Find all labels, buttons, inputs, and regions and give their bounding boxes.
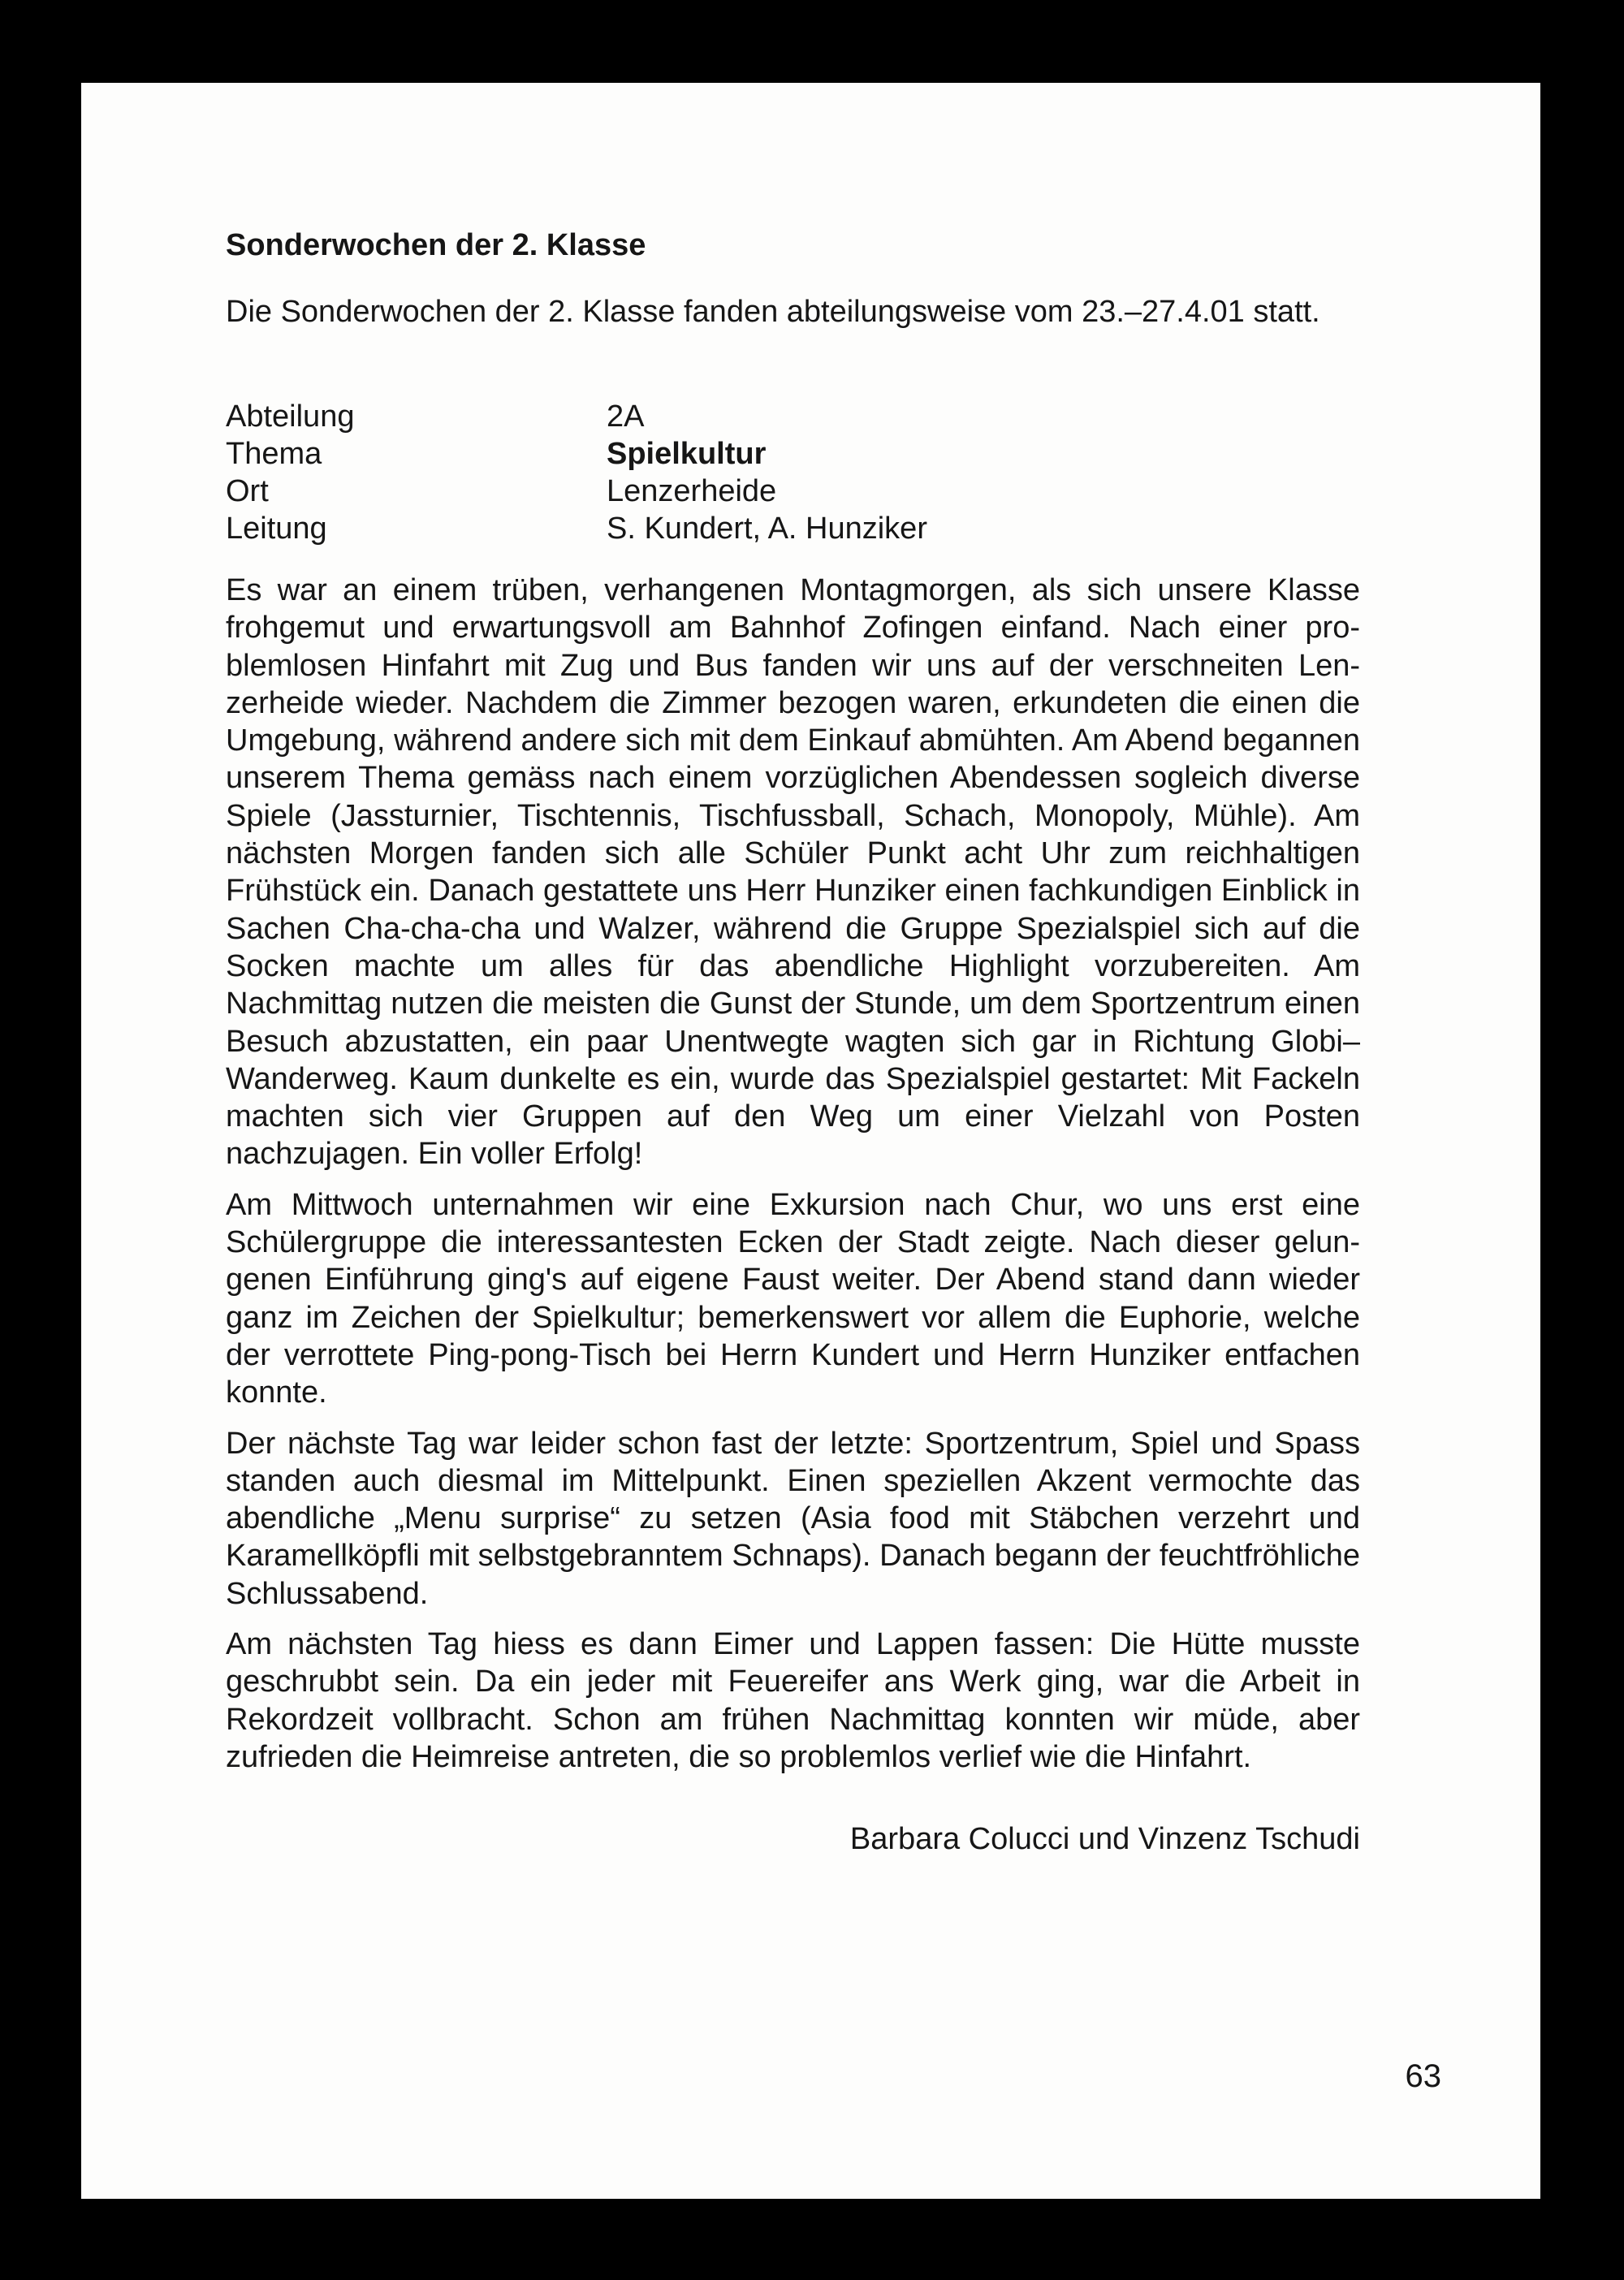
info-row-thema bbox=[226, 435, 1360, 473]
info-row-leitung bbox=[226, 510, 1360, 547]
info-table bbox=[226, 398, 1360, 547]
info-value: S. Kundert, A. Hunziker bbox=[607, 512, 927, 546]
info-row-ort bbox=[226, 473, 1360, 510]
body-paragraph: Am Mittwoch unternahmen wir eine Exkursion nach Chur, wo uns erst eine Schülergruppe die interessantesten Ecken der Stadt zeigte. Nach dieser gelungenen Einführung ging's auf eigene Faust weiter. Der Abend stand dann wieder ganz im Zeichen der Spielkultur; bemerkenswert vor allem die Euphorie, welche der verrottete Ping-pong-Tisch bei Herrn Kundert und Herrn Hunziker entfachen konnte. bbox=[226, 1187, 1360, 1410]
document-page bbox=[81, 83, 1540, 2199]
page-title: Sonderwochen der 2. Klasse bbox=[226, 228, 646, 262]
page-content bbox=[226, 227, 1360, 1858]
info-value: Lenzerheide bbox=[607, 474, 777, 508]
body-paragraph: Der nächste Tag war leider schon fast der letzte: Sportzentrum, Spiel und Spass standen auch diesmal im Mittelpunkt. Einen speziellen Akzent vermochte das abendliche „Menu surprise“ zu setzen (Asia food mit Stäbchen verzehrt und Karamellköpfli mit selbstgebranntem Schnaps). Danach begann der feuchtfröhliche Schlussabend. bbox=[226, 1426, 1360, 1611]
article-body bbox=[226, 572, 1360, 1776]
info-label: Ort bbox=[226, 474, 269, 508]
info-row-abteilung bbox=[226, 398, 1360, 435]
info-label: Leitung bbox=[226, 512, 327, 546]
info-value: 2A bbox=[607, 399, 645, 434]
info-label: Abteilung bbox=[226, 399, 355, 434]
intro-paragraph: Die Sonderwochen der 2. Klasse fanden abteilungsweise vom 23.–27.4.01 statt. bbox=[226, 295, 1320, 329]
body-paragraph: Es war an einem trüben, verhangenen Montagmorgen, als sich unsere Klasse frohgemut und erwartungsvoll am Bahnhof Zofingen einfand. Nach einer problemlosen Hinfahrt mit Zug und Bus fanden wir uns auf der verschneiten Lenzerheide wieder. Nachdem die Zimmer bezogen waren, erkundeten die einen die Umgebung, während andere sich mit dem Einkauf abmühten. Am Abend begannen unserem Thema gemäss nach einem vorzüglichen Abendessen sogleich diverse Spiele (Jassturnier, Tischtennis, Tischfussball, Schach, Monopoly, Mühle). Am nächsten Morgen fanden sich alle Schüler Punkt acht Uhr zum reichhaltigen Frühstück ein. Danach gestattete uns Herr Hunziker einen fachkundigen Einblick in Sachen Cha-cha-cha und Walzer, während die Gruppe Spezialspiel sich auf die Socken machte um alles für das abendliche Highlight vorzubereiten. Am Nachmittag nutzen die meisten die Gunst der Stunde, um dem Sportzentrum einen Besuch abzustatten, ein paar Unentwegte wagten sich gar in Richtung Globi–Wanderweg. Kaum dunkelte es ein, wurde das Spezialspiel gestartet: Mit Fackeln machten sich vier Gruppen auf den Weg um einer Vielzahl von Posten nachzujagen. Ein voller Erfolg! bbox=[226, 573, 1360, 1172]
author-signature: Barbara Colucci und Vinzenz Tschudi bbox=[849, 1822, 1360, 1857]
info-value: Spielkultur bbox=[607, 437, 767, 471]
page-number: 63 bbox=[1405, 2058, 1441, 2094]
body-paragraph: Am nächsten Tag hiess es dann Eimer und Lappen fassen: Die Hütte musste geschrubbt sein. Da ein jeder mit Feuereifer ans Werk ging, war die Arbeit in Rekordzeit vollbracht. Schon am frühen Nachmittag konnten wir müde, aber zufrieden die Heimreise antreten, die so problemlos verlief wie die Hinfahrt. bbox=[226, 1627, 1360, 1774]
info-label: Thema bbox=[226, 437, 322, 471]
